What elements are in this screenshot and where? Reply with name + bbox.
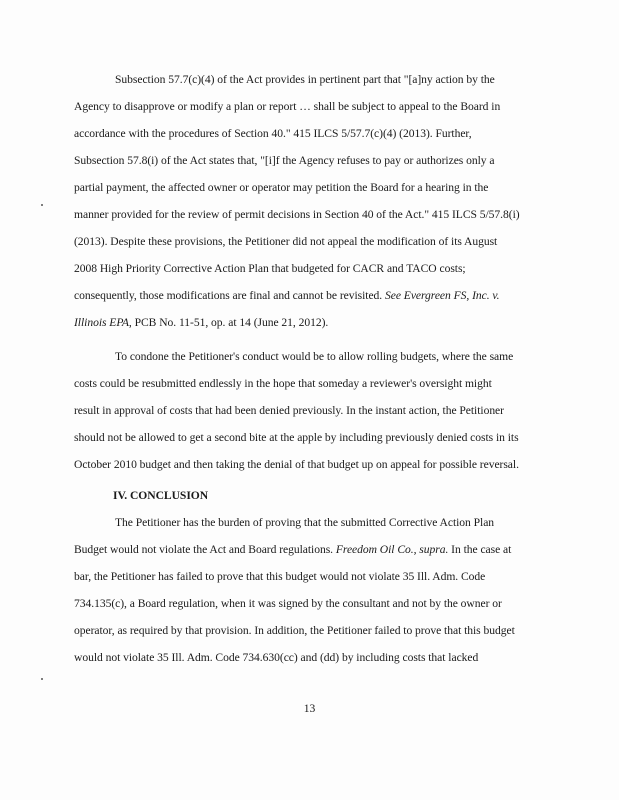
case-citation: Freedom Oil Co., supra. — [335, 543, 449, 556]
scan-speck — [41, 678, 43, 680]
text-line: would not violate 35 Ill. Adm. Code 734.630(cc) and (dd) by including costs that lacked — [74, 651, 479, 664]
text-line: Subsection 57.7(c)(4) of the Act provides in pertinent part that "[a]ny action by the — [115, 73, 495, 86]
text-line-with-citation — [74, 543, 511, 557]
scan-speck — [41, 204, 43, 206]
text-line: 734.135(c), a Board regulation, when it was signed by the consultant and not by the owner or — [74, 597, 502, 610]
text-line: (2013). Despite these provisions, the Petitioner did not appeal the modification of its August — [74, 235, 498, 248]
text-segment: Budget would not violate the Act and Board regulations. — [74, 543, 334, 556]
text-line: To condone the Petitioner's conduct would be to allow rolling budgets, where the same — [115, 350, 514, 363]
citation-detail: , PCB No. 11-51, op. at 14 (June 21, 2012). — [128, 316, 329, 329]
text-line: 2008 High Priority Corrective Action Plan that budgeted for CACR and TACO costs; — [74, 262, 466, 275]
section-heading: IV. CONCLUSION — [113, 489, 209, 502]
text-line: Agency to disapprove or modify a plan or report … shall be subject to appeal to the Board in — [74, 100, 501, 113]
text-line: accordance with the procedures of Section 40." 415 ILCS 5/57.7(c)(4) (2013). Further, — [74, 127, 472, 140]
text-line: should not be allowed to get a second bite at the apple by including previously denied costs in its — [74, 431, 519, 444]
text-line: October 2010 budget and then taking the denial of that budget up on appeal for possible reversal. — [74, 458, 519, 471]
text-line: operator, as required by that provision. In addition, the Petitioner failed to prove that this budget — [74, 624, 515, 637]
text-line: costs could be resubmitted endlessly in the hope that someday a reviewer's oversight might — [74, 377, 492, 390]
page-number: 13 — [303, 702, 316, 715]
text-line-with-citation — [74, 289, 500, 303]
text-line: partial payment, the affected owner or operator may petition the Board for a hearing in the — [74, 181, 489, 194]
text-segment: In the case at — [451, 543, 512, 556]
text-line: manner provided for the review of permit decisions in Section 40 of the Act." 415 ILCS 5/57.8(i) — [74, 208, 520, 221]
text-line-citation-continued — [74, 316, 328, 330]
case-citation-party: Illinois EPA — [74, 316, 129, 329]
text-line: bar, the Petitioner has failed to prove that this budget would not violate 35 Ill. Adm. Code — [74, 570, 486, 583]
text-segment: consequently, those modifications are final and cannot be revisited. — [74, 289, 383, 302]
text-line: result in approval of costs that had been denied previously. In the instant action, the Petitioner — [74, 404, 504, 417]
case-citation: See Evergreen FS, Inc. v. — [385, 289, 500, 302]
text-line: The Petitioner has the burden of proving that the submitted Corrective Action Plan — [115, 516, 495, 529]
text-line: Subsection 57.8(i) of the Act states that, "[i]f the Agency refuses to pay or authorizes only a — [74, 154, 495, 167]
